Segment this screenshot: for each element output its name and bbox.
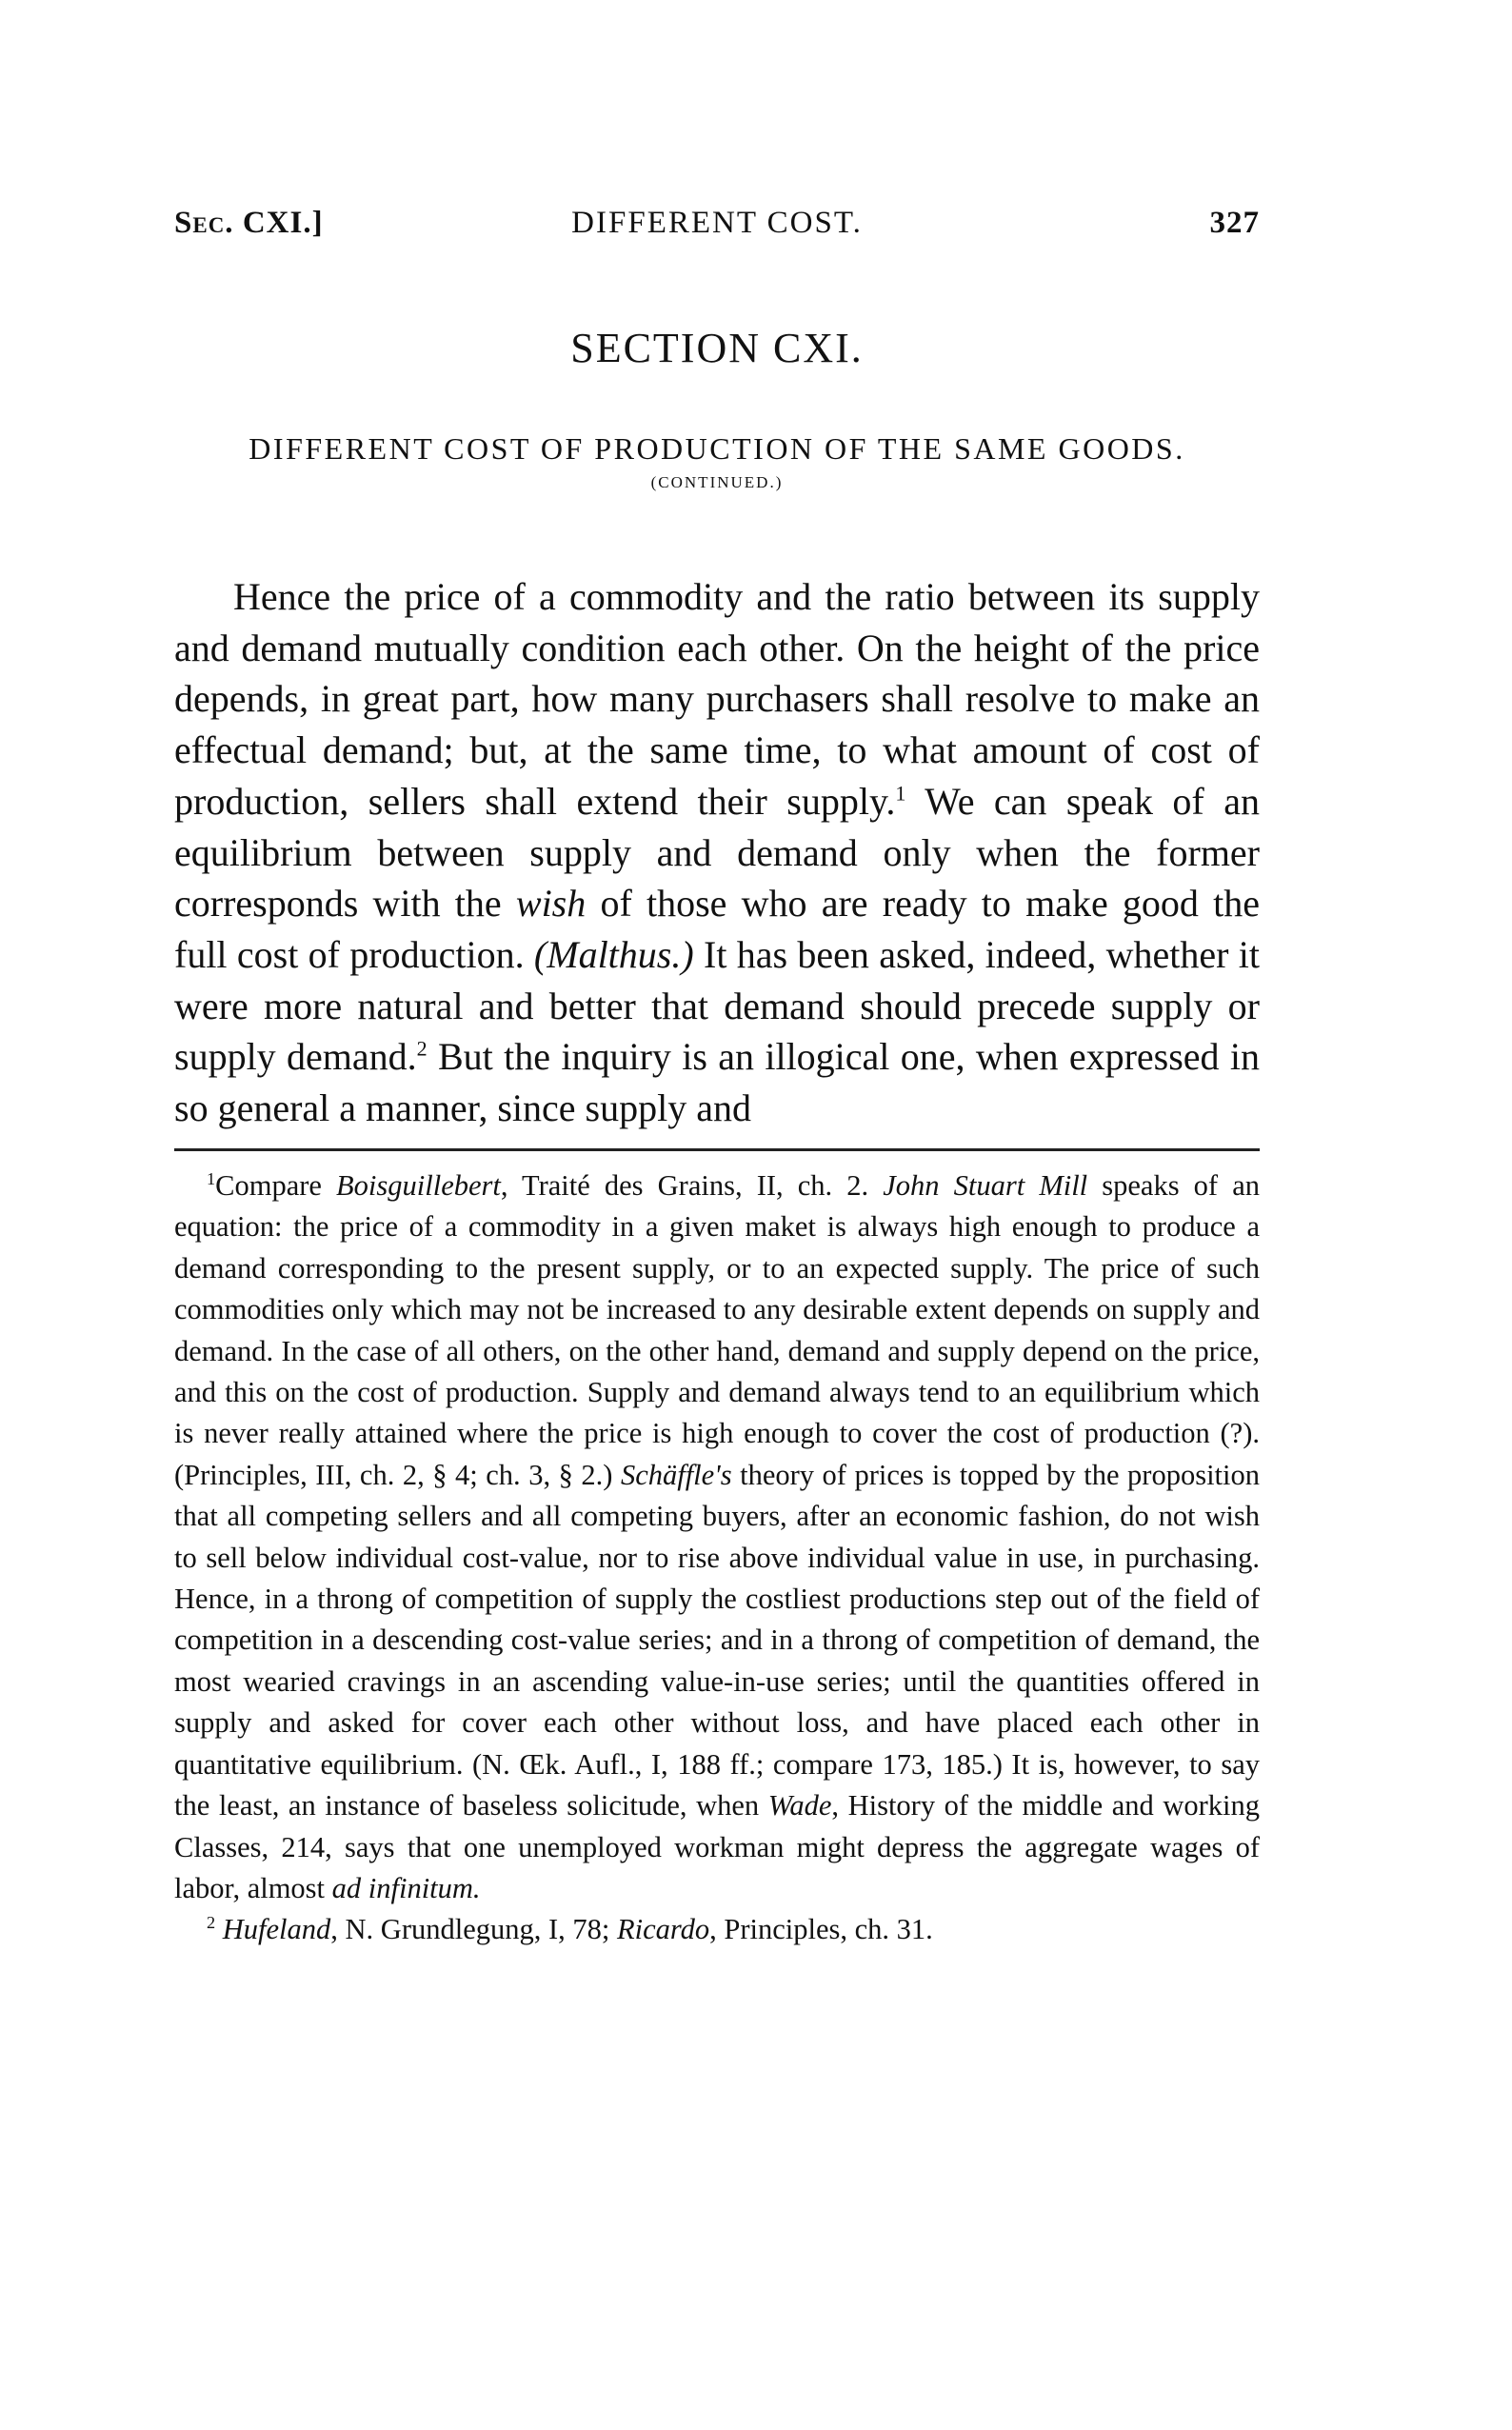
section-title: SECTION CXI. [570, 325, 864, 371]
section-subtitle: DIFFERENT COST OF PRODUCTION OF THE SAME GOODS. [249, 431, 1185, 466]
running-head-title: DIFFERENT COST. [571, 206, 863, 240]
body-text-segment: But the inquiry is an illogical one, when expressed in so general a manner, since supply and [174, 1035, 1261, 1130]
author-wade: Wade [767, 1789, 832, 1822]
body-text-segment: Hence the price of a commodity and the ratio between its supply and demand mutually condition each other. On the height of the price depends, in great part, how many purchasers shall resolve to make an effectual demand; but, at the same time, to what amount of cost of production, sellers shall extend their supply. [174, 575, 1260, 823]
footnote-ref-2[interactable]: 2 [416, 1037, 428, 1061]
citation-malthus: (Malthus.) [533, 932, 694, 976]
footnote-divider [174, 1148, 1260, 1151]
running-head [174, 202, 1260, 244]
footnotes [174, 1165, 1260, 1951]
author-ricardo: Ricardo [617, 1913, 710, 1946]
running-head-section-prefix: Sec. [174, 206, 234, 240]
emphasis-wish: wish [515, 882, 587, 926]
footnote-text: theory of prices is topped by the proposition that all competing sellers and all competing buyers, after an economic fashion, do not wish to sell below individual cost-value, nor to rise above individual value in use, in purchasing. Hence, in a throng of competition of supply the costliest productions step out of the field of competition in a descending cost-value series; and in a throng of competition of demand, the most wearied cravings in an ascending value-in-use series; until the quantities offered in supply and asked for cover each other without loss, and have placed each other in quantitative equilibrium. (N. Œk. Aufl., I, 188 ff.; compare 173, 185.) It is, however, to say the least, an instance of baseless solicitude, when [174, 1458, 1260, 1822]
running-head-section-number: CXI.] [233, 206, 324, 240]
continued-label: (CONTINUED.) [650, 473, 784, 491]
phrase-ad-infinitum: ad infinitum. [331, 1871, 481, 1904]
footnote-text: , N. Grundlegung, I, 78; [330, 1913, 618, 1946]
page-number: 327 [1209, 206, 1260, 240]
body-paragraph [174, 571, 1260, 1134]
footnote-text: , Principles, ch. 31. [709, 1913, 933, 1946]
author-schaffle: Schäffle's [620, 1458, 732, 1491]
footnote-text: , History of the middle and working Classes, 214, says that one unemployed workman might depress the aggregate wages of labor, almost [174, 1789, 1261, 1904]
footnote-2 [174, 1909, 1260, 1950]
footnote-ref-1[interactable]: 1 [895, 781, 906, 806]
footnote-text: speaks of an equation: the price of a commodity in a given maket is always high enough to produce a demand corresponding to the present supply, or to an expected supply. The price of such commodities only which may not be increased to any desirable extent depends on supply and demand. In the case of all others, on the other hand, demand and supply depend on the price, and this on the cost of production. Supply and demand always tend to an equilibrium which is never really attained where the price is high enough to cover the cost of production (?). (Principles, III, ch. 2, § 4; ch. 3, § 2.) [174, 1169, 1260, 1491]
author-mill: John Stuart Mill [883, 1169, 1088, 1202]
footnote-text: , Traité des Grains, II, ch. 2. [500, 1169, 884, 1202]
body-text-segment: It has been asked, indeed, whether it were more natural and better that demand should precede supply or supply demand. [174, 932, 1260, 1079]
author-boisguillebert: Boisguillebert [336, 1169, 501, 1202]
body-text-segment: We can speak of an equilibrium between supply and demand only when the former corresponds with the [174, 779, 1260, 926]
footnote-text: Compare [215, 1169, 337, 1202]
footnote-number: 1 [207, 1168, 216, 1188]
author-hufeland: Hufeland [222, 1913, 331, 1946]
body-text-segment: of those who are ready to make good the full cost of production. [174, 882, 1260, 976]
footnote-number: 2 [207, 1913, 216, 1933]
footnote-1 [174, 1165, 1260, 1909]
